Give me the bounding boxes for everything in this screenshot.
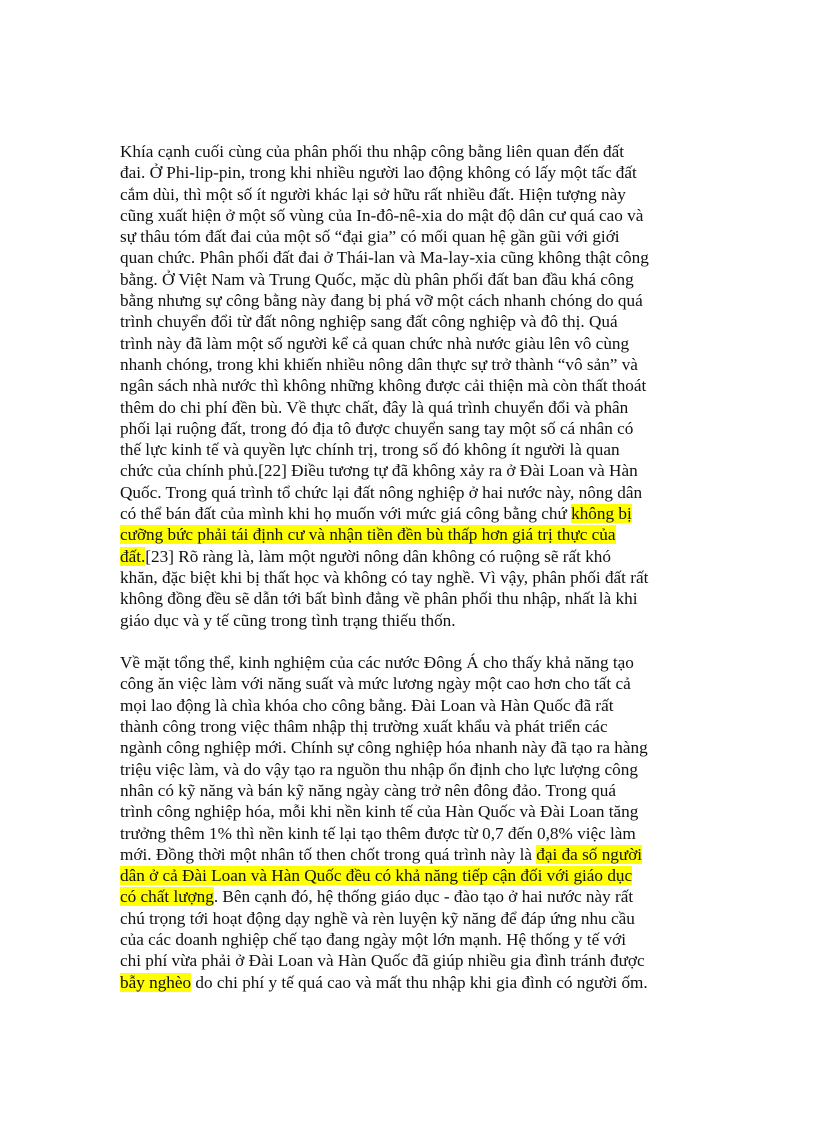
text-line (120, 375, 700, 396)
text-run: trình công nghiệp hóa, mỗi khi nền kinh tế của Hàn Quốc và Đài Loan tăng (120, 802, 639, 822)
text-line (120, 333, 700, 354)
text-run: thế lực kinh tế và quyền lực chính trị, trong số đó không ít người là quan (120, 440, 620, 460)
text-line (120, 162, 700, 183)
text-run: có thể bán đất của mình khi họ muốn với mức giá công bằng chứ (120, 504, 572, 524)
text-line (120, 844, 700, 865)
text-run: . Bên cạnh đó, hệ thống giáo dục - đào tạo ở hai nước này rất (213, 887, 634, 907)
text-line (120, 290, 700, 311)
text-line (120, 141, 700, 162)
text-line (120, 503, 700, 524)
text-line (120, 247, 700, 268)
text-run: cắm dùi, thì một số ít người khác lại sở hữu rất nhiều đất. Hiện tượng này (120, 184, 626, 204)
text-run: cũng xuất hiện ở một số vùng của In-đô-nê-xia do mật độ dân cư quá cao và (120, 205, 644, 225)
text-line (120, 226, 700, 247)
text-run: phối lại ruộng đất, trong đó địa tô được chuyển sang tay một số cá nhân có (120, 418, 634, 438)
text-line (120, 567, 700, 588)
text-run: ngân sách nhà nước thì không những không được cải thiện mà còn thất thoát (120, 376, 647, 396)
text-run: thêm do chi phí đền bù. Về thực chất, đây là quá trình chuyển đổi và phân (120, 397, 629, 417)
text-run: chú trọng tới hoạt động dạy nghề và rèn luyện kỹ năng để đáp ứng nhu cầu (120, 908, 635, 928)
text-line (120, 460, 700, 481)
text-run: của các doanh nghiệp chế tạo đang ngày một lớn mạnh. Hệ thống y tế với (120, 929, 626, 949)
text-run: chức của chính phủ.[22] Điều tương tự đã không xảy ra ở Đài Loan và Hàn (120, 461, 638, 481)
text-line (120, 205, 700, 226)
document-body (120, 141, 700, 993)
text-run: trình này đã làm một số người kể cả quan chức nhà nước giàu lên vô cùng (120, 333, 630, 353)
text-line (120, 184, 700, 205)
text-run: quan chức. Phân phối đất đai ở Thái-lan và Ma-lay-xia cũng không thật công (120, 248, 649, 268)
text-run: bằng nhưng sự công bằng này đang bị phá vỡ một cách nhanh chóng do quá (120, 291, 643, 311)
text-line (120, 354, 700, 375)
text-line (120, 482, 700, 503)
paragraph (120, 652, 700, 993)
text-run: nhân có kỹ năng và bán kỹ năng ngày càng trở nên đông đảo. Trong quá (120, 780, 616, 800)
text-run: mới. Đồng thời một nhân tố then chốt trong quá trình này là (120, 844, 537, 864)
text-run: triệu việc làm, và do vậy tạo ra nguồn thu nhập ổn định cho lực lượng công (120, 759, 638, 779)
text-line (120, 269, 700, 290)
text-line (120, 311, 700, 332)
text-run: Quốc. Trong quá trình tổ chức lại đất nông nghiệp ở hai nước này, nông dân (120, 482, 643, 502)
text-line (120, 950, 700, 971)
text-run: bằng. Ở Việt Nam và Trung Quốc, mặc dù phân phối đất ban đầu khá công (120, 269, 634, 289)
text-run: sự thâu tóm đất đai của một số “đại gia” có mối quan hệ gần gũi với giới (120, 227, 620, 247)
text-line (120, 972, 700, 993)
text-line (120, 397, 700, 418)
highlighted-text: bẫy nghèo (120, 972, 192, 992)
text-line (120, 652, 700, 673)
text-run: do chi phí y tế quá cao và mất thu nhập khi gia đình có người ốm. (191, 972, 648, 992)
text-line (120, 439, 700, 460)
highlighted-text: đại đa số người (536, 844, 643, 864)
text-line (120, 695, 700, 716)
text-line (120, 908, 700, 929)
highlighted-text: không bị (571, 504, 632, 524)
text-line (120, 418, 700, 439)
text-run: ngành công nghiệp mới. Chính sự công nghiệp hóa nhanh này đã tạo ra hàng (120, 738, 648, 758)
text-run: thành công trong việc thâm nhập thị trường xuất khẩu và phát triển các (120, 717, 608, 737)
text-run: trưởng thêm 1% thì nền kinh tế lại tạo thêm được từ 0,7 đến 0,8% việc làm (120, 823, 636, 843)
text-line (120, 588, 700, 609)
text-run: đai. Ở Phi-lip-pin, trong khi nhiều người lao động không có lấy một tấc đất (120, 163, 637, 183)
text-run: Khía cạnh cuối cùng của phân phối thu nhập công bằng liên quan đến đất (120, 142, 625, 161)
highlighted-text: đất. (120, 546, 146, 566)
text-run: công ăn việc làm với năng suất và mức lương ngày một cao hơn cho tất cả (120, 674, 631, 694)
paragraph (120, 141, 700, 631)
text-line (120, 524, 700, 545)
text-line (120, 886, 700, 907)
text-line (120, 673, 700, 694)
text-run: mọi lao động là chìa khóa cho công bằng. Đài Loan và Hàn Quốc đã rất (120, 695, 614, 715)
highlighted-text: dân ở cả Đài Loan và Hàn Quốc đều có khả năng tiếp cận đối với giáo dục (120, 866, 633, 886)
highlighted-text: có chất lượng (120, 887, 214, 907)
text-line (120, 737, 700, 758)
text-run: chi phí vừa phải ở Đài Loan và Hàn Quốc đã giúp nhiều gia đình tránh được (120, 951, 645, 971)
text-line (120, 716, 700, 737)
text-run: nhanh chóng, trong khi khiến nhiều nông dân thực sự trở thành “vô sản” và (120, 354, 638, 374)
text-line (120, 929, 700, 950)
text-run: Về mặt tổng thể, kinh nghiệm của các nước Đông Á cho thấy khả năng tạo (120, 653, 634, 673)
text-run: trình chuyển đổi từ đất nông nghiệp sang đất công nghiệp và đô thị. Quá (120, 312, 618, 332)
text-line (120, 780, 700, 801)
text-run: không đồng đều sẽ dẫn tới bất bình đẳng về phân phối thu nhập, nhất là khi (120, 589, 638, 609)
highlighted-text: cưỡng bức phải tái định cư và nhận tiền đền bù thấp hơn giá trị thực của (120, 525, 616, 545)
text-line (120, 759, 700, 780)
text-line (120, 801, 700, 822)
text-line (120, 865, 700, 886)
text-run: [23] Rõ ràng là, làm một người nông dân không có ruộng sẽ rất khó (145, 546, 611, 566)
text-line (120, 546, 700, 567)
text-line (120, 610, 700, 631)
text-line (120, 823, 700, 844)
text-run: giáo dục và y tế cũng trong tình trạng thiếu thốn. (120, 610, 456, 630)
document-page (120, 141, 700, 993)
text-run: khăn, đặc biệt khi bị thất học và không có tay nghề. Vì vậy, phân phối đất rất (120, 567, 649, 587)
